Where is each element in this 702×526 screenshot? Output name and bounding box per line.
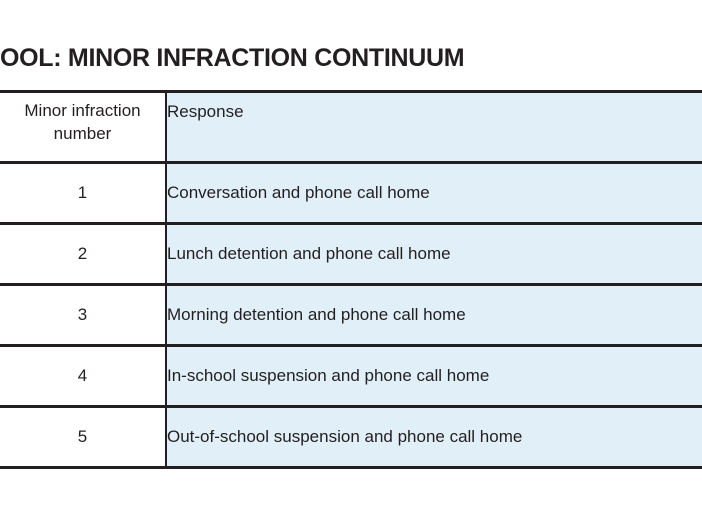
page-title: OOL: MINOR INFRACTION CONTINUUM [0,44,465,72]
infraction-number-cell: 3 [0,285,166,346]
table-row [0,285,702,346]
response-cell: Lunch detention and phone call home [166,224,702,285]
infraction-table [0,90,702,469]
table-header-row [0,92,702,163]
response-cell: Conversation and phone call home [166,163,702,224]
infraction-number-cell: 2 [0,224,166,285]
column-header-number-label: Minor infraction number [24,101,141,143]
table-row [0,163,702,224]
infraction-number-cell: 5 [0,407,166,468]
infraction-number-cell: 1 [0,163,166,224]
response-cell: In-school suspension and phone call home [166,346,702,407]
infraction-number-cell: 4 [0,346,166,407]
table-row [0,346,702,407]
response-cell: Morning detention and phone call home [166,285,702,346]
response-cell: Out-of-school suspension and phone call home [166,407,702,468]
table-row [0,407,702,468]
column-header-response: Response [166,92,702,163]
table-row [0,224,702,285]
column-header-number [0,92,166,163]
